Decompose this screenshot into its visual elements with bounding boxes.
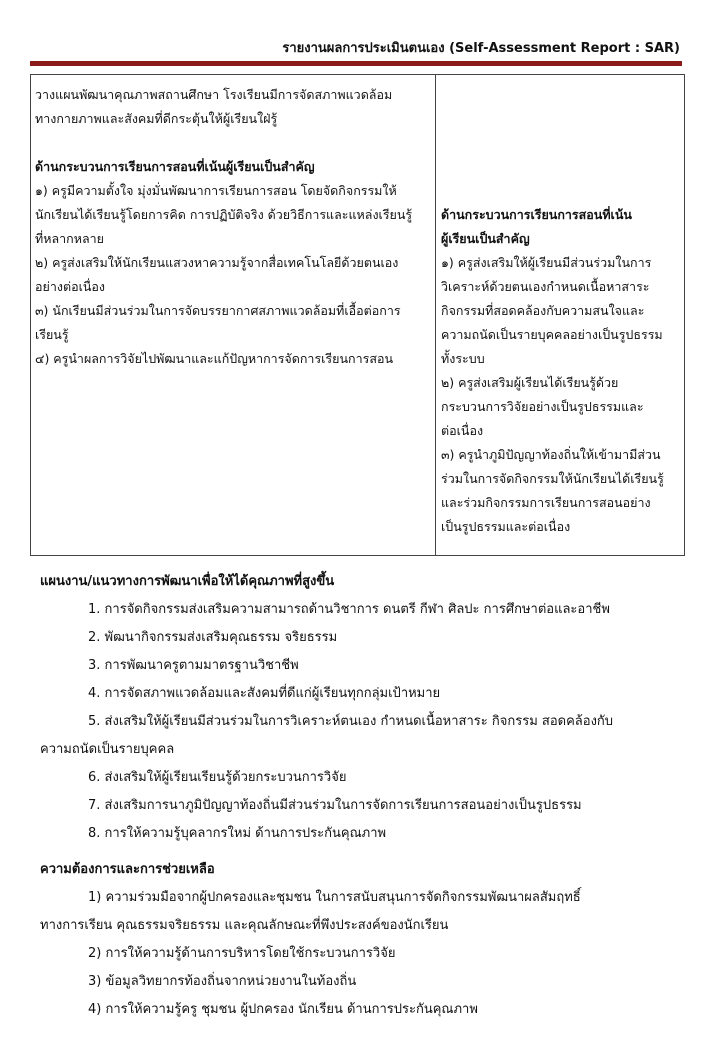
- table-text-line: ด้านกระบวนการเรียนการสอนที่เน้นผู้เรียนเป็นสำคัญ: [35, 159, 315, 174]
- needs-list: [40, 884, 690, 1024]
- table-text-line: ความถนัดเป็นรายบุคคลอย่างเป็นรูปธรรม: [441, 327, 663, 342]
- plan-list-item: 4. การจัดสภาพแวดล้อมและสังคมที่ดีแก่ผู้เรียนทุกกลุ่มเป้าหมาย: [88, 686, 441, 701]
- needs-list-item: 2) การให้ความรู้ด้านการบริหารโดยใช้กระบวนการวิจัย: [88, 946, 396, 961]
- table-text-line: ๒) ครูส่งเสริมให้นักเรียนแสวงหาความรู้จากสื่อเทคโนโลยีด้วยตนเอง: [35, 255, 399, 270]
- table-text-line: อย่างต่อเนื่อง: [35, 279, 106, 294]
- table-text-line: กิจกรรมที่สอดคล้องกับความสนใจและ: [441, 303, 645, 318]
- table-text-line: ๔) ครูนำผลการวิจัยไปพัฒนาและแก้ปัญหาการจัดการเรียนการสอน: [35, 351, 394, 366]
- plan-section: [40, 568, 690, 848]
- table-text-line: วางแผนพัฒนาคุณภาพสถานศึกษา โรงเรียนมีการจัดสภาพแวดล้อม: [35, 87, 393, 102]
- needs-list-item: 3) ข้อมูลวิทยากรท้องถิ่นจากหน่วยงานในท้องถิ่น: [88, 974, 357, 989]
- needs-list-item: ทางการเรียน คุณธรรมจริยธรรม และคุณลักษณะที่พึงประสงค์ของนักเรียน: [40, 918, 449, 933]
- table-text-line: ที่หลากหลาย: [35, 231, 104, 246]
- table-text-line: นักเรียนได้เรียนรู้โดยการคิด การปฏิบัติจริง ด้วยวิธีการและแหล่งเรียนรู้: [35, 207, 413, 222]
- table-text-line: ๓) นักเรียนมีส่วนร่วมในการจัดบรรยากาศสภาพแวดล้อมที่เอื้อต่อการ: [35, 303, 401, 318]
- table-text-line: กระบวนการวิจัยอย่างเป็นรูปธรรมและ: [441, 399, 644, 414]
- table-text-line: ร่วมในการจัดกิจกรรมให้นักเรียนได้เรียนรู้: [441, 471, 664, 486]
- table-right-column: [441, 203, 683, 539]
- table-text-line: ๑) ครูมีความตั้งใจ มุ่งมั่นพัฒนาการเรียนการสอน โดยจัดกิจกรรมให้: [35, 183, 397, 198]
- table-text-line: เรียนรู้: [35, 327, 69, 342]
- table-text-line: ผู้เรียนเป็นสำคัญ: [441, 231, 530, 246]
- plan-list-item: ความถนัดเป็นรายบุคคล: [40, 742, 175, 757]
- plan-list-item: 7. ส่งเสริมการนาภูมิปัญญาท้องถิ่นมีส่วนร่วมในการจัดการเรียนการสอนอย่างเป็นรูปธรรม: [88, 798, 582, 813]
- table-text-line: วิเคราะห์ด้วยตนเองกำหนดเนื้อหาสาระ: [441, 279, 650, 294]
- plan-list-item: 3. การพัฒนาครูตามมาตรฐานวิชาชีพ: [88, 658, 299, 673]
- table-left-column: [35, 83, 433, 371]
- header-rule: [30, 61, 682, 66]
- needs-section-title: ความต้องการและการช่วยเหลือ: [40, 862, 215, 877]
- table-column-divider: [435, 75, 436, 555]
- plan-list-item: 2. พัฒนากิจกรรมส่งเสริมคุณธรรม จริยธรรม: [88, 630, 338, 645]
- plan-section-title: แผนงาน/แนวทางการพัฒนาเพื่อให้ได้คุณภาพที่สูงขึ้น: [40, 574, 335, 589]
- plan-list: [40, 596, 690, 848]
- table-text-line: และร่วมกิจกรรมการเรียนการสอนอย่าง: [441, 495, 651, 510]
- plan-list-item: 1. การจัดกิจกรรมส่งเสริมความสามารถด้านวิชาการ ดนตรี กีฬา ศิลปะ การศึกษาต่อและอาชีพ: [88, 602, 610, 617]
- table-text-line: ทางกายภาพและสังคมที่ดีกระตุ้นให้ผู้เรียนใฝ่รู้: [35, 111, 278, 126]
- needs-list-item: 1) ความร่วมมือจากผู้ปกครองและชุมชน ในการสนับสนุนการจัดกิจกรรมพัฒนาผลสัมฤทธิ์: [88, 890, 581, 905]
- table-text-line: ทั้งระบบ: [441, 351, 485, 366]
- table-text-line: ๒) ครูส่งเสริมผู้เรียนได้เรียนรู้ด้วย: [441, 375, 619, 390]
- table-text-line: ด้านกระบวนการเรียนการสอนที่เน้น: [441, 207, 632, 222]
- table-text-line: ต่อเนื่อง: [441, 423, 484, 438]
- table-text-line: ๓) ครูนำภูมิปัญญาท้องถิ่นให้เข้ามามีส่วน: [441, 447, 661, 462]
- plan-list-item: 5. ส่งเสริมให้ผู้เรียนมีส่วนร่วมในการวิเคราะห์ตนเอง กำหนดเนื้อหาสาระ กิจกรรม สอดคล้องกับ: [88, 714, 614, 729]
- needs-section: [40, 856, 690, 1024]
- plan-list-item: 6. ส่งเสริมให้ผู้เรียนเรียนรู้ด้วยกระบวนการวิจัย: [88, 770, 347, 785]
- needs-list-item: 4) การให้ความรู้ครู ชุมชน ผู้ปกครอง นักเรียน ด้านการประกันคุณภาพ: [88, 1002, 478, 1017]
- assessment-table: [30, 74, 685, 556]
- plan-list-item: 8. การให้ความรู้บุคลากรใหม่ ด้านการประกันคุณภาพ: [88, 826, 387, 841]
- report-header-title: รายงานผลการประเมินตนเอง (Self-Assessment Report : SAR): [282, 41, 680, 56]
- table-text-line: เป็นรูปธรรมและต่อเนื่อง: [441, 519, 571, 534]
- table-text-line: [35, 131, 433, 155]
- table-text-line: ๑) ครูส่งเสริมให้ผู้เรียนมีส่วนร่วมในการ: [441, 255, 652, 270]
